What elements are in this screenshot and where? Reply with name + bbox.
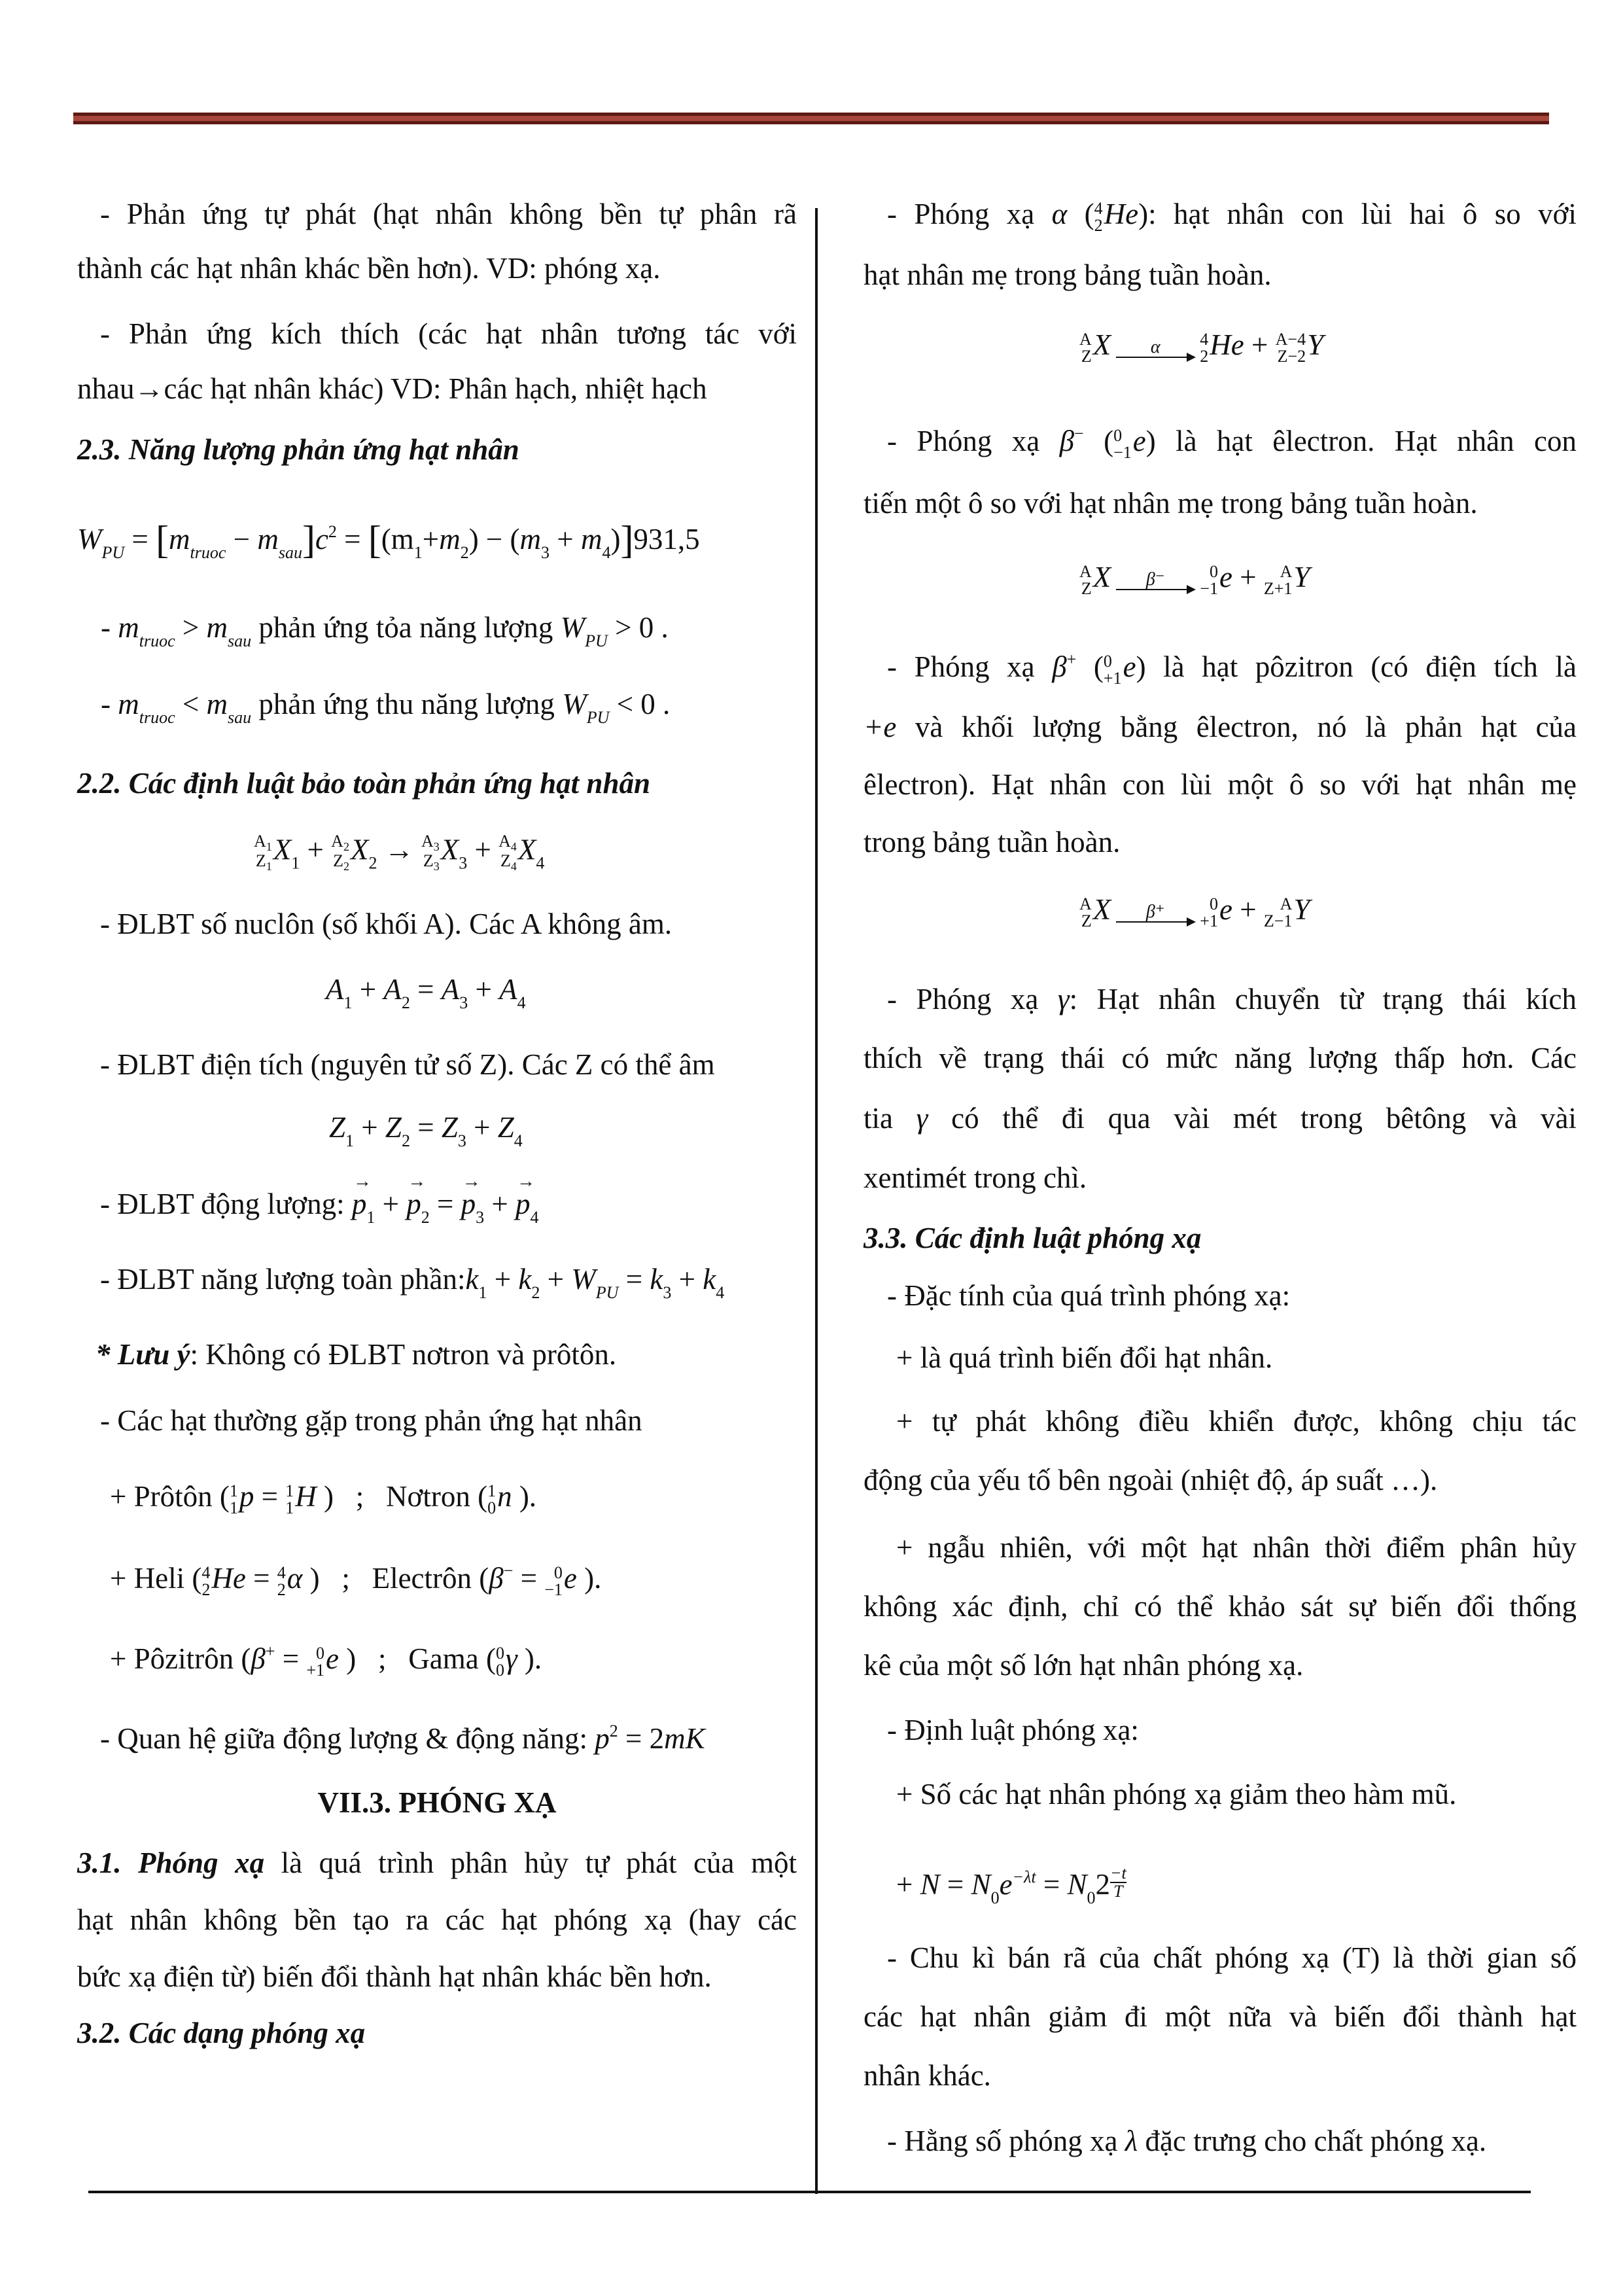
prop-3-line1: + ngẫu nhiên, với một hạt nhân thời điểm phân hủy <box>896 1531 1577 1564</box>
prop-3-line3: kê của một số lớn hạt nhân phóng xạ. <box>864 1649 1304 1682</box>
beta-minus-desc: là hạt êlectron. Hạt nhân con <box>1176 425 1577 457</box>
column-divider <box>815 208 818 2194</box>
decay-const-label: - Hằng số phóng xạ <box>887 2125 1118 2157</box>
gamma-line4: xentimét trong chì. <box>864 1161 1087 1194</box>
reaction-induced-line2 <box>77 374 797 404</box>
gamma-line3: tia γ có thể đi qua vài mét trong bêtông và vài <box>864 1102 1577 1135</box>
alpha-line2: hạt nhân mẹ trong bảng tuần hoàn. <box>864 258 1272 291</box>
gamma-line2: thích về trạng thái có mức năng lượng thấp hơn. Các <box>864 1042 1577 1074</box>
particles-row-2: + Heli ( 4 2 He = 4 2 α ) ; Electrôn (β− = 0 −1 e ). <box>110 1561 602 1599</box>
prop-1: + là quá trình biến đổi hạt nhân. <box>896 1341 1273 1374</box>
reaction-spontaneous-line2: thành các hạt nhân khác bền hơn). VD: phóng xạ. <box>77 252 661 285</box>
half-life-line3: nhân khác. <box>864 2059 991 2092</box>
particles-intro: - Các hạt thường gặp trong phản ứng hạt nhân <box>100 1404 642 1437</box>
nucleon-equation: $A_1 + A_2 = A_3 + A_4$ <box>326 973 526 1012</box>
heading-2-3: 2.3. Năng lượng phản ứng hạt nhân <box>77 433 519 466</box>
particles-row-3: + Pôzitrôn (β+ = 0 +1 e ) ; Gama ( 0 0 γ ). <box>110 1642 542 1680</box>
charge-equation: $Z_1 + Z_2 = Z_3 + Z_4$ <box>329 1111 523 1150</box>
energy-formula: $W_{PU} = [m_{truoc} - m_{sau}]c^2 = [(m_1+m_2) - (m_3 + m_4)]931,5$ <box>77 518 700 562</box>
gamma-line1: - Phóng xạ γ: Hạt nhân chuyển từ trạng thái kích <box>887 983 1577 1016</box>
law-1: + Số các hạt nhân phóng xạ giảm theo hàm mũ. <box>896 1778 1457 1810</box>
alpha-label: - Phóng xạ <box>887 198 1035 230</box>
prop-2-line1: + tự phát không điều khiển được, không chịu tác <box>896 1405 1577 1438</box>
alpha-equation: A Z X α 4 2 He + A−4 Z−2 Y <box>1079 328 1324 366</box>
beta-plus-desc: là hạt pôzitron (có điện tích là <box>1163 650 1577 683</box>
law-intro: - Định luật phóng xạ: <box>887 1714 1139 1746</box>
decay-constant: - Hằng số phóng xạ λ đặc trưng cho chất phóng xạ. <box>887 2125 1487 2157</box>
beta-minus-label: - Phóng xạ <box>887 425 1040 457</box>
heading-3-3: 3.3. Các định luật phóng xạ <box>864 1222 1202 1254</box>
decay-formula: + $N = N_0e^{-\lambda t} = N_02$ $\frac{-t}{T}$ <box>896 1863 1126 1907</box>
exo-text: phản ứng tỏa năng lượng <box>258 611 553 644</box>
beta-plus-desc-2: và khối lượng bằng êlectron, nó là phản hạt của <box>915 711 1577 743</box>
decay-const-desc: đặc trưng cho chất phóng xạ. <box>1145 2125 1487 2157</box>
energy-constant: 931,5 <box>633 523 700 556</box>
def-3-1-line3: bức xạ điện từ) biến đổi thành hạt nhân khác bền hơn. <box>77 1960 712 1993</box>
note-label: * Lưu ý <box>96 1338 190 1371</box>
beta-plus-line1: - Phóng xạ β+ ( 0 +1 e) là hạt pôzitron (có điện tích là <box>887 650 1577 688</box>
def-3-1-line2: hạt nhân không bền tạo ra các hạt phóng xạ (hay các <box>77 1903 797 1936</box>
law-nucleon: - ĐLBT số nuclôn (số khối A). Các A không âm. <box>100 908 672 940</box>
header-rule <box>73 113 1549 124</box>
endo-text: phản ứng thu năng lượng <box>258 688 555 720</box>
law-momentum-text: - ĐLBT động lượng: <box>100 1188 345 1220</box>
gamma-label: Gama ( <box>408 1642 496 1675</box>
heading-3-2: 3.2. Các dạng phóng xạ <box>77 2017 366 2049</box>
nhau-text: nhau <box>77 372 135 405</box>
arrow-right-icon: → <box>134 372 164 405</box>
prop-2-line2: động của yếu tố bên ngoài (nhiệt độ, áp suất …). <box>864 1464 1438 1496</box>
gamma-decay-label: - Phóng xạ <box>887 983 1039 1016</box>
neutron-label: Nơtron ( <box>386 1480 488 1513</box>
momentum-energy-text: - Quan hệ giữa động lượng & động năng: <box>100 1722 587 1755</box>
reaction-spontaneous-line1: - Phản ứng tự phát (hạt nhân không bền tự phân rã <box>100 198 797 230</box>
heading-2-2: 2.2. Các định luật bảo toàn phản ứng hạt nhân <box>77 767 651 800</box>
exo-condition: - $m_{truoc} > m_{sau}$ phản ứng tỏa năng lượng $W_{PU} > 0$ . <box>101 611 669 650</box>
proton-label: + Prôtôn ( <box>110 1480 230 1513</box>
gamma-desc-3: có thể đi qua vài mét trong bêtông và vài <box>951 1102 1577 1135</box>
law-energy: - ĐLBT năng lượng toàn $phần:k_1 + k_2 + W_{PU} = k_3 + k_4$ <box>100 1263 725 1302</box>
reaction-induced-line1: - Phản ứng kích thích (các hạt nhân tương tác với <box>100 317 797 350</box>
law-charge: - ĐLBT điện tích (nguyên tử số Z). Các Z có thể âm <box>100 1048 715 1081</box>
note <box>96 1340 797 1369</box>
beta-plus-line4: trong bảng tuần hoàn. <box>864 826 1121 858</box>
note-text: : Không có ĐLBT nơtron và prôtôn. <box>190 1338 617 1371</box>
prop-3-line2: không xác định, chỉ có thể khảo sát sự biến đổi thống <box>864 1590 1577 1623</box>
particles-row-1: + Prôtôn ( 1 1 p = 1 1 H ) ; Nơtron ( 1 0 n ). <box>110 1480 537 1517</box>
section-title: VII.3. PHÓNG XẠ <box>317 1786 557 1819</box>
beta-minus-line2: tiến một ô so với hạt nhân mẹ trong bảng tuần hoàn. <box>864 487 1478 520</box>
reaction-equation: $A_1$ $Z_1$ $X_1$ + $A_2$ $Z_2$ $X_2$ → $A_3$ $Z_3$ $X_3$ + $A_4$ $Z_4$ $X_4$ <box>254 832 545 874</box>
beta-plus-label: - Phóng xạ <box>887 650 1035 683</box>
beta-minus-line1: - Phóng xạ β− ( 0 −1 e) là hạt êlectron. Hạt nhân con <box>887 424 1577 462</box>
alpha-desc: : hạt nhân con lùi hai ô so với <box>1148 198 1577 230</box>
props-intro: - Đặc tính của quá trình phóng xạ: <box>887 1279 1291 1312</box>
half-life-line2: các hạt nhân giảm đi một nữa và biến đổi thành hạt <box>864 2000 1577 2033</box>
alpha-line1: - Phóng xạ α ( 4 2 He): hạt nhân con lùi hai ô so với <box>887 198 1577 235</box>
induced-text: các hạt nhân khác) VD: Phân hạch, nhiệt hạch <box>164 372 707 405</box>
beta-plus-line2: +e và khối lượng bằng êlectron, nó là phản hạt của <box>864 711 1577 743</box>
footer-rule <box>88 2191 1531 2193</box>
endo-condition: - $m_{truoc} < m_{sau}$ phản ứng thu năng lượng $W_{PU} < 0$ . <box>101 688 671 727</box>
beta-plus-line3: êlectron). Hạt nhân con lùi một ô so với hạt nhân mẹ <box>864 768 1577 801</box>
momentum-energy-relation: - Quan hệ giữa động lượng & động năng: $p^2 = 2mK$ <box>100 1722 705 1755</box>
gamma-tia: tia <box>864 1102 893 1135</box>
beta-plus-equation: A Z X β⁺ 0 +1 e + A Z−1 Y <box>1079 893 1310 930</box>
half-life-line1: - Chu kì bán rã của chất phóng xạ (T) là thời gian số <box>887 1941 1577 1974</box>
beta-minus-equation: A Z X β⁻ 0 −1 e + A Z+1 Y <box>1079 561 1310 598</box>
law-momentum: - ĐLBT động lượng: → $p_1$ + → $p_2$ = → $p_3$ + → $p_4$ <box>100 1190 797 1226</box>
positron-label: + Pôzitrôn ( <box>110 1642 251 1675</box>
law-energy-text: - ĐLBT năng lượng toàn phần: <box>100 1263 466 1296</box>
def-3-1-text: là quá trình phân hủy tự phát của một <box>264 1846 797 1879</box>
helium-label: + Heli ( <box>110 1562 202 1595</box>
electron-label: Electrôn ( <box>372 1562 489 1595</box>
gamma-desc: : Hạt nhân chuyển từ trạng thái kích <box>1069 983 1577 1016</box>
heading-3-1: 3.1. Phóng xạ <box>77 1846 265 1879</box>
def-3-1-line1 <box>77 1848 797 1878</box>
